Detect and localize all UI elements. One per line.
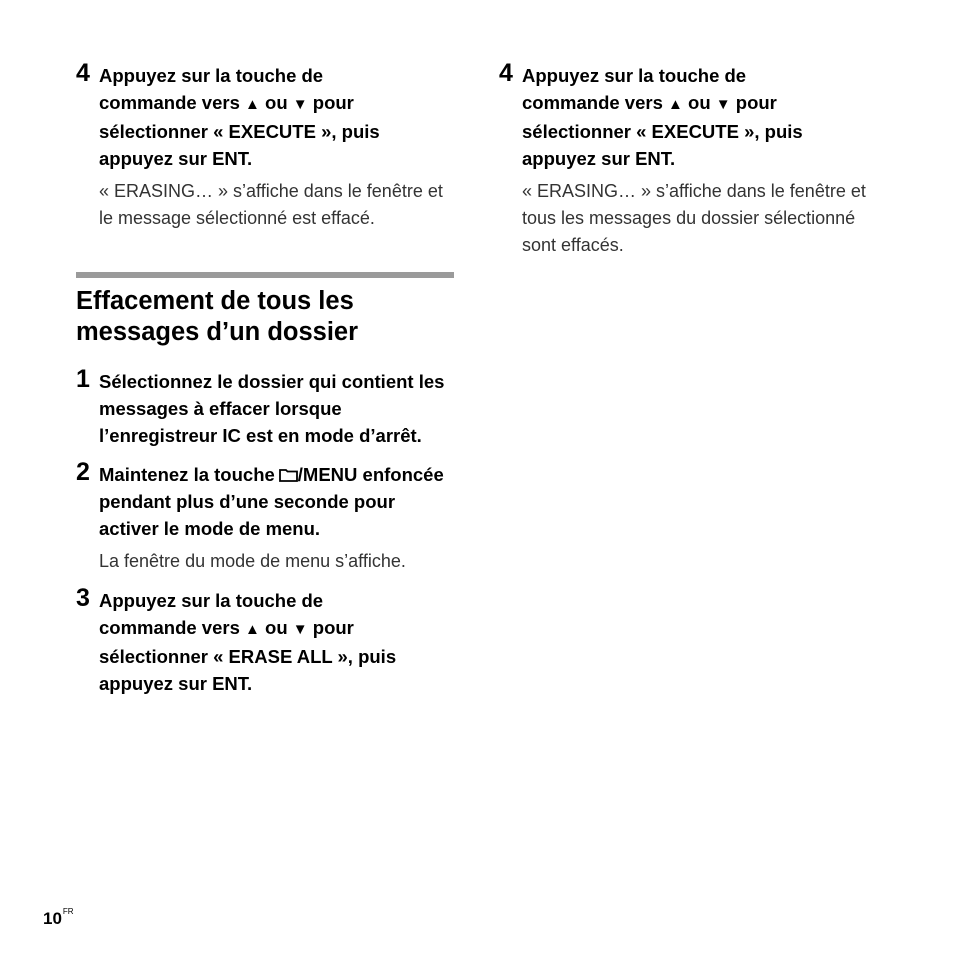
page-number: $10^{FR}$ [43,907,74,928]
folder-icon [279,468,298,482]
step-instruction: Appuyez sur la touche de commande vers ▲ ou ▼ pour sélectionner « EXECUTE », puis appuyez sur ENT. [99,65,380,169]
language-code: FR [62,907,74,916]
step-2 [76,458,456,575]
step-instruction: Appuyez sur la touche de commande vers ▲ ou ▼ pour sélectionner « EXECUTE », puis appuyez sur ENT. [522,65,803,169]
down-arrow-icon: ▼ [715,96,731,113]
section-title: Effacement de tous les messages d’un dossier [76,287,359,346]
step-1 [76,365,456,449]
step-instruction: Appuyez sur la touche de commande vers ▲ ou ▼ pour sélectionner « ERASE ALL », puis appuyez sur ENT. [99,590,397,694]
up-arrow-icon: ▲ [245,96,260,113]
step-instruction: Maintenez la touche /MENU enfoncée pendant plus d’une seconde pour activer le mode de menu. [99,464,444,539]
up-arrow-icon: ▲ [668,96,683,113]
left-column [76,59,456,709]
up-arrow-icon: ▲ [245,621,260,638]
right-column [499,59,879,271]
step-instruction: Sélectionnez le dossier qui contient les messages à effacer lorsque l’enregistreur IC est en mode d’arrêt. [99,371,445,446]
step-number: 4 [76,59,90,87]
step-note: « ERASING… » s’affiche dans le fenêtre et tous les messages du dossier sélectionné sont effacés. [522,181,866,255]
step-number: 1 [76,365,90,393]
down-arrow-icon: ▼ [292,96,308,113]
down-arrow-icon: ▼ [292,621,308,638]
step-number: 2 [76,458,90,486]
section-divider [76,272,454,278]
step-note: La fenêtre du mode de menu s’affiche. [99,551,406,571]
step-note: « ERASING… » s’affiche dans le fenêtre et le message sélectionné est effacé. [99,181,443,228]
step-number: 3 [76,584,90,612]
step-4-right [499,59,879,259]
step-3 [76,584,456,697]
step-4-left [76,59,456,232]
step-number: 4 [499,59,513,87]
